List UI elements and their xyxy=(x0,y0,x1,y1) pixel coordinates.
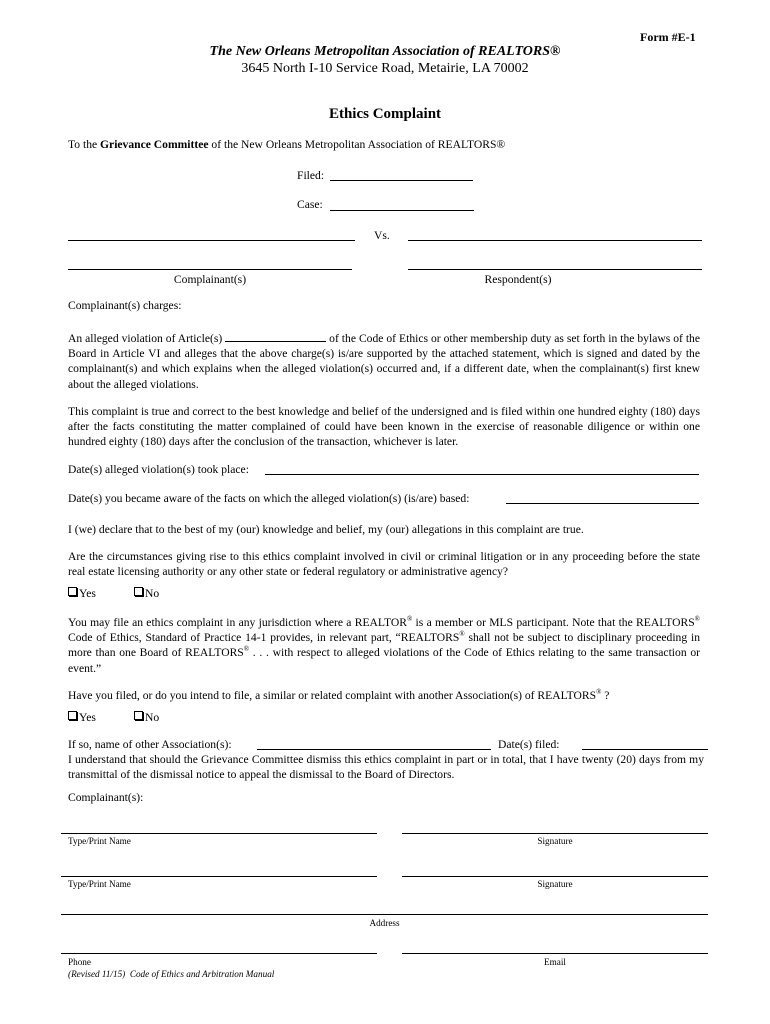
complainants-label: Complainant(s): xyxy=(68,791,144,804)
name-line-1[interactable] xyxy=(61,833,377,834)
address-label: Address xyxy=(369,918,400,928)
jurisdiction-paragraph xyxy=(68,615,700,676)
q2-yes-option[interactable] xyxy=(68,711,96,724)
q1-no-label: No xyxy=(145,587,160,600)
salutation xyxy=(68,138,505,151)
violation-text-a: An alleged violation of Article(s) xyxy=(68,332,223,345)
type-print-label-1: Type/Print Name xyxy=(68,836,131,846)
litigation-question: Are the circumstances giving rise to this ethics complaint involved in civil or criminal litigation or in any proceeding before the state real estate licensing authority or any other state or federal regulatory or administrative agency? xyxy=(68,550,700,579)
footer: (Revised 11/15) Code of Ethics and Arbitration Manual xyxy=(68,969,275,979)
filed-field[interactable] xyxy=(330,180,473,181)
q2-reg: ® xyxy=(596,688,602,697)
other-association-question xyxy=(68,688,700,703)
q1-no-checkbox[interactable] xyxy=(134,587,143,596)
signature-label-1: Signature xyxy=(537,836,573,846)
p3-text-d: shall not be subject to disciplinary proceeding in more than one Board of REALTORS xyxy=(68,631,700,660)
p3-text-e: . . . with respect to alleged violations of the Code of Ethics relating to the same transaction or event.” xyxy=(68,646,700,675)
timeliness-paragraph: This complaint is true and correct to the best knowledge and belief of the undersigned and is filed within one hundred eighty (180) days after the facts constituting the matter complained of could have been known in the exercise of reasonable diligence or within one hundred eighty (180) days after the conclusion of the transaction, whichever is later. xyxy=(68,405,700,449)
respondent-line-1[interactable] xyxy=(408,240,702,241)
q2-no-checkbox[interactable] xyxy=(134,711,143,720)
date-violation-field[interactable] xyxy=(265,474,699,475)
p3-reg-4: ® xyxy=(243,645,250,654)
name-line-2[interactable] xyxy=(61,876,377,877)
q2-yes-label: Yes xyxy=(79,711,96,724)
salutation-post: of the New Orleans Metropolitan Association of REALTORS® xyxy=(208,138,506,151)
revised-text: Revised 11/15 xyxy=(71,969,123,979)
q1-yes-label: Yes xyxy=(79,587,96,600)
p3-text-b: is a member or MLS participant. Note that the REALTORS xyxy=(412,616,695,629)
manual-title: Code of Ethics and Arbitration Manual xyxy=(129,969,275,979)
case-field[interactable] xyxy=(330,210,474,211)
address-line[interactable] xyxy=(61,914,708,915)
respondent-label: Respondent(s) xyxy=(484,273,552,286)
date-violation-label: Date(s) alleged violation(s) took place: xyxy=(68,463,249,476)
signature-line-1[interactable] xyxy=(402,833,708,834)
email-label: Email xyxy=(544,957,566,967)
complainant-line-2[interactable] xyxy=(68,269,352,270)
q2-no-option[interactable] xyxy=(134,711,159,724)
violation-paragraph xyxy=(68,329,700,392)
respondent-line-2[interactable] xyxy=(408,269,702,270)
org-name: The New Orleans Metropolitan Association of REALTORS® xyxy=(209,44,561,59)
vs-label: Vs. xyxy=(374,229,390,242)
q2-end: ? xyxy=(601,689,610,702)
q1-yes-checkbox[interactable] xyxy=(68,587,77,596)
charges-label: Complainant(s) charges: xyxy=(68,299,182,312)
article-field[interactable] xyxy=(225,329,326,342)
salutation-pre: To the xyxy=(68,138,101,151)
complainant-line-1[interactable] xyxy=(68,240,355,241)
p3-reg-3: ® xyxy=(459,630,465,639)
signature-line-2[interactable] xyxy=(402,876,708,877)
p3-text-c: Code of Ethics, Standard of Practice 14-1 provides, in relevant part, “REALTORS xyxy=(68,631,460,645)
page-title: Ethics Complaint xyxy=(328,106,442,122)
phone-line[interactable] xyxy=(61,953,377,954)
email-line[interactable] xyxy=(402,953,708,954)
filed-label: Filed: xyxy=(297,169,325,182)
dates-filed-field[interactable] xyxy=(582,749,708,750)
committee-name: Grievance Committee xyxy=(100,138,209,151)
p3-text-a: You may file an ethics complaint in any jurisdiction where a REALTOR xyxy=(68,616,407,629)
declaration-text: I (we) declare that to the best of my (our) knowledge and belief, my (our) allegations in this complaint are true. xyxy=(68,523,584,536)
phone-label: Phone xyxy=(68,957,91,967)
p3-reg-2: ® xyxy=(694,615,700,624)
date-aware-label: Date(s) you became aware of the facts on which the alleged violation(s) (is/are) based: xyxy=(68,492,470,505)
dates-filed-label: Date(s) filed: xyxy=(498,738,560,751)
p3-reg-1: ® xyxy=(406,615,413,624)
complainant-label: Complainant(s) xyxy=(173,273,247,286)
case-label: Case: xyxy=(297,198,323,211)
type-print-label-2: Type/Print Name xyxy=(68,879,131,889)
other-assoc-label: If so, name of other Association(s): xyxy=(68,738,232,751)
violation-text-b: of the Code of Ethics or other membership duty as set forth in the bylaws of the Board in Article VI and alleges that the above charge(s) is/are supported by the attached statement, which is signed and dated by the complainant(s) and which explains when the alleged violation(s) occurred and, if a different date, when the complainant(s) first knew about the alleged violations. xyxy=(68,332,700,391)
q2-no-label: No xyxy=(145,711,160,724)
q1-no-option[interactable] xyxy=(134,587,159,600)
q2-text: Have you filed, or do you intend to file, a similar or related complaint with another Association(s) of REALTORS xyxy=(68,689,597,702)
other-assoc-field[interactable] xyxy=(257,749,491,750)
q1-yes-option[interactable] xyxy=(68,587,96,600)
q2-yes-checkbox[interactable] xyxy=(68,711,77,720)
dismissal-paragraph: I understand that should the Grievance Committee dismiss this ethics complaint in part or in total, that I have twenty (20) days from my transmittal of the dismissal notice to appeal the dismissal to the Board of Directors. xyxy=(68,753,704,782)
signature-label-2: Signature xyxy=(537,879,573,889)
org-address: 3645 North I-10 Service Road, Metairie, LA 70002 xyxy=(241,61,529,76)
date-aware-field[interactable] xyxy=(506,503,699,504)
form-number: Form #E-1 xyxy=(640,30,696,44)
